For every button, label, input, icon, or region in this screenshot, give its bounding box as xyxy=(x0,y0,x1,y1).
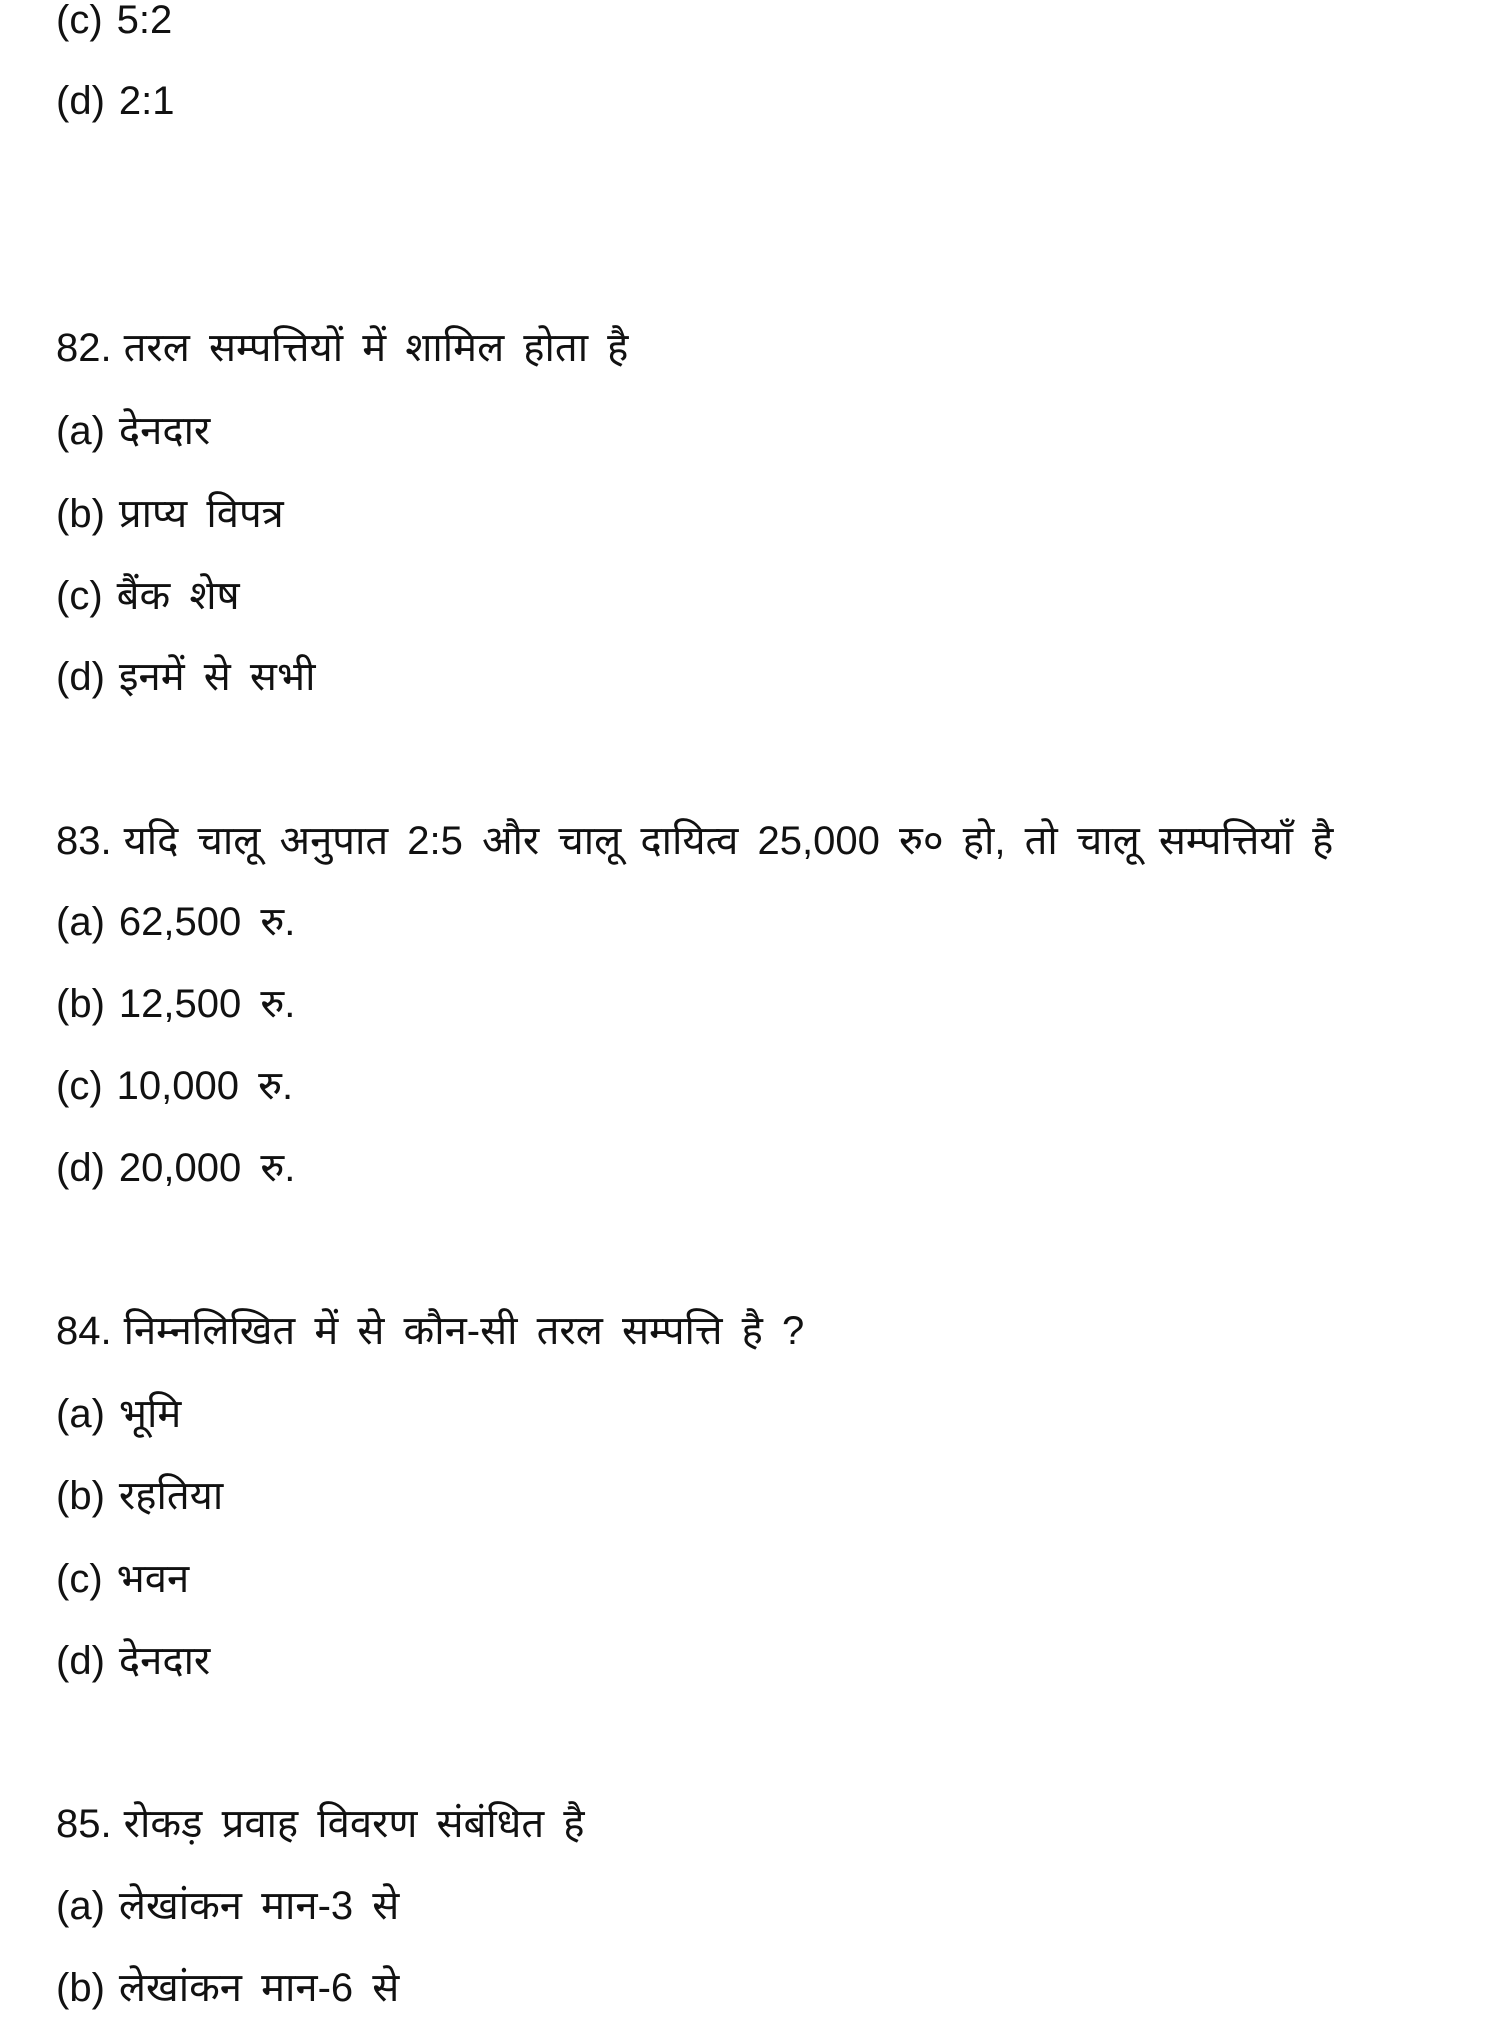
question-82 xyxy=(56,324,628,372)
q83-option-c xyxy=(56,1062,293,1110)
option-label: (a) xyxy=(56,900,105,944)
option-text: 20,000 रु. xyxy=(118,1146,296,1190)
option-label: (b) xyxy=(56,982,105,1026)
option-text: 62,500 रु. xyxy=(118,900,296,944)
q83-option-d xyxy=(56,1144,295,1192)
option-text: इनमें से सभी xyxy=(118,655,316,699)
option-label: (c) xyxy=(56,1557,103,1601)
q82-option-b xyxy=(56,490,284,538)
option-label: (d) xyxy=(56,79,105,123)
question-text: निम्नलिखित में से कौन-सी तरल सम्पत्ति है ? xyxy=(123,1309,805,1353)
q82-option-c xyxy=(56,572,240,620)
option-text: देनदार xyxy=(118,409,211,453)
q84-option-c xyxy=(56,1555,189,1603)
option-label: (a) xyxy=(56,409,105,453)
q84-option-a xyxy=(56,1390,181,1438)
option-label: (a) xyxy=(56,1884,105,1928)
option-label: (c) xyxy=(56,0,103,42)
option-text: देनदार xyxy=(118,1639,211,1683)
question-number: 84. xyxy=(56,1309,112,1353)
option-text: रहतिया xyxy=(118,1474,224,1518)
option-text: भूमि xyxy=(118,1392,182,1436)
option-label: (b) xyxy=(56,1474,105,1518)
option-text: 12,500 रु. xyxy=(118,982,296,1026)
question-number: 83. xyxy=(56,819,112,863)
question-text: तरल सम्पत्तियों में शामिल होता है xyxy=(123,326,629,370)
q82-option-a xyxy=(56,407,210,455)
option-d-prev xyxy=(56,77,175,125)
option-label: (c) xyxy=(56,574,103,618)
option-label: (a) xyxy=(56,1392,105,1436)
option-label: (d) xyxy=(56,1639,105,1683)
option-text: 10,000 रु. xyxy=(116,1064,294,1108)
option-label: (d) xyxy=(56,655,105,699)
option-label: (c) xyxy=(56,1064,103,1108)
q85-option-b xyxy=(56,1964,399,2012)
option-text: लेखांकन मान-3 से xyxy=(118,1884,400,1928)
option-label: (d) xyxy=(56,1146,105,1190)
option-text: लेखांकन मान-6 से xyxy=(118,1966,400,2010)
option-text: बैंक शेष xyxy=(116,574,240,618)
option-text: भवन xyxy=(116,1557,190,1601)
option-c-prev xyxy=(56,0,172,44)
q82-option-d xyxy=(56,653,315,701)
q83-option-a xyxy=(56,898,295,946)
question-text: रोकड़ प्रवाह विवरण संबंधित है xyxy=(123,1802,585,1846)
question-83 xyxy=(56,817,1333,865)
q84-option-b xyxy=(56,1472,223,1520)
question-text: यदि चालू अनुपात 2:5 और चालू दायित्व 25,000 रु० हो, तो चालू सम्पत्तियाँ है xyxy=(123,819,1334,863)
question-85 xyxy=(56,1800,585,1848)
question-84 xyxy=(56,1307,804,1355)
option-text: 5:2 xyxy=(116,0,173,42)
q85-option-a xyxy=(56,1882,399,1930)
q84-option-d xyxy=(56,1637,210,1685)
option-label: (b) xyxy=(56,492,105,536)
q83-option-b xyxy=(56,980,295,1028)
question-number: 85. xyxy=(56,1802,112,1846)
option-text: प्राप्य विपत्र xyxy=(118,492,284,536)
option-text: 2:1 xyxy=(118,79,175,123)
question-number: 82. xyxy=(56,326,112,370)
option-label: (b) xyxy=(56,1966,105,2010)
